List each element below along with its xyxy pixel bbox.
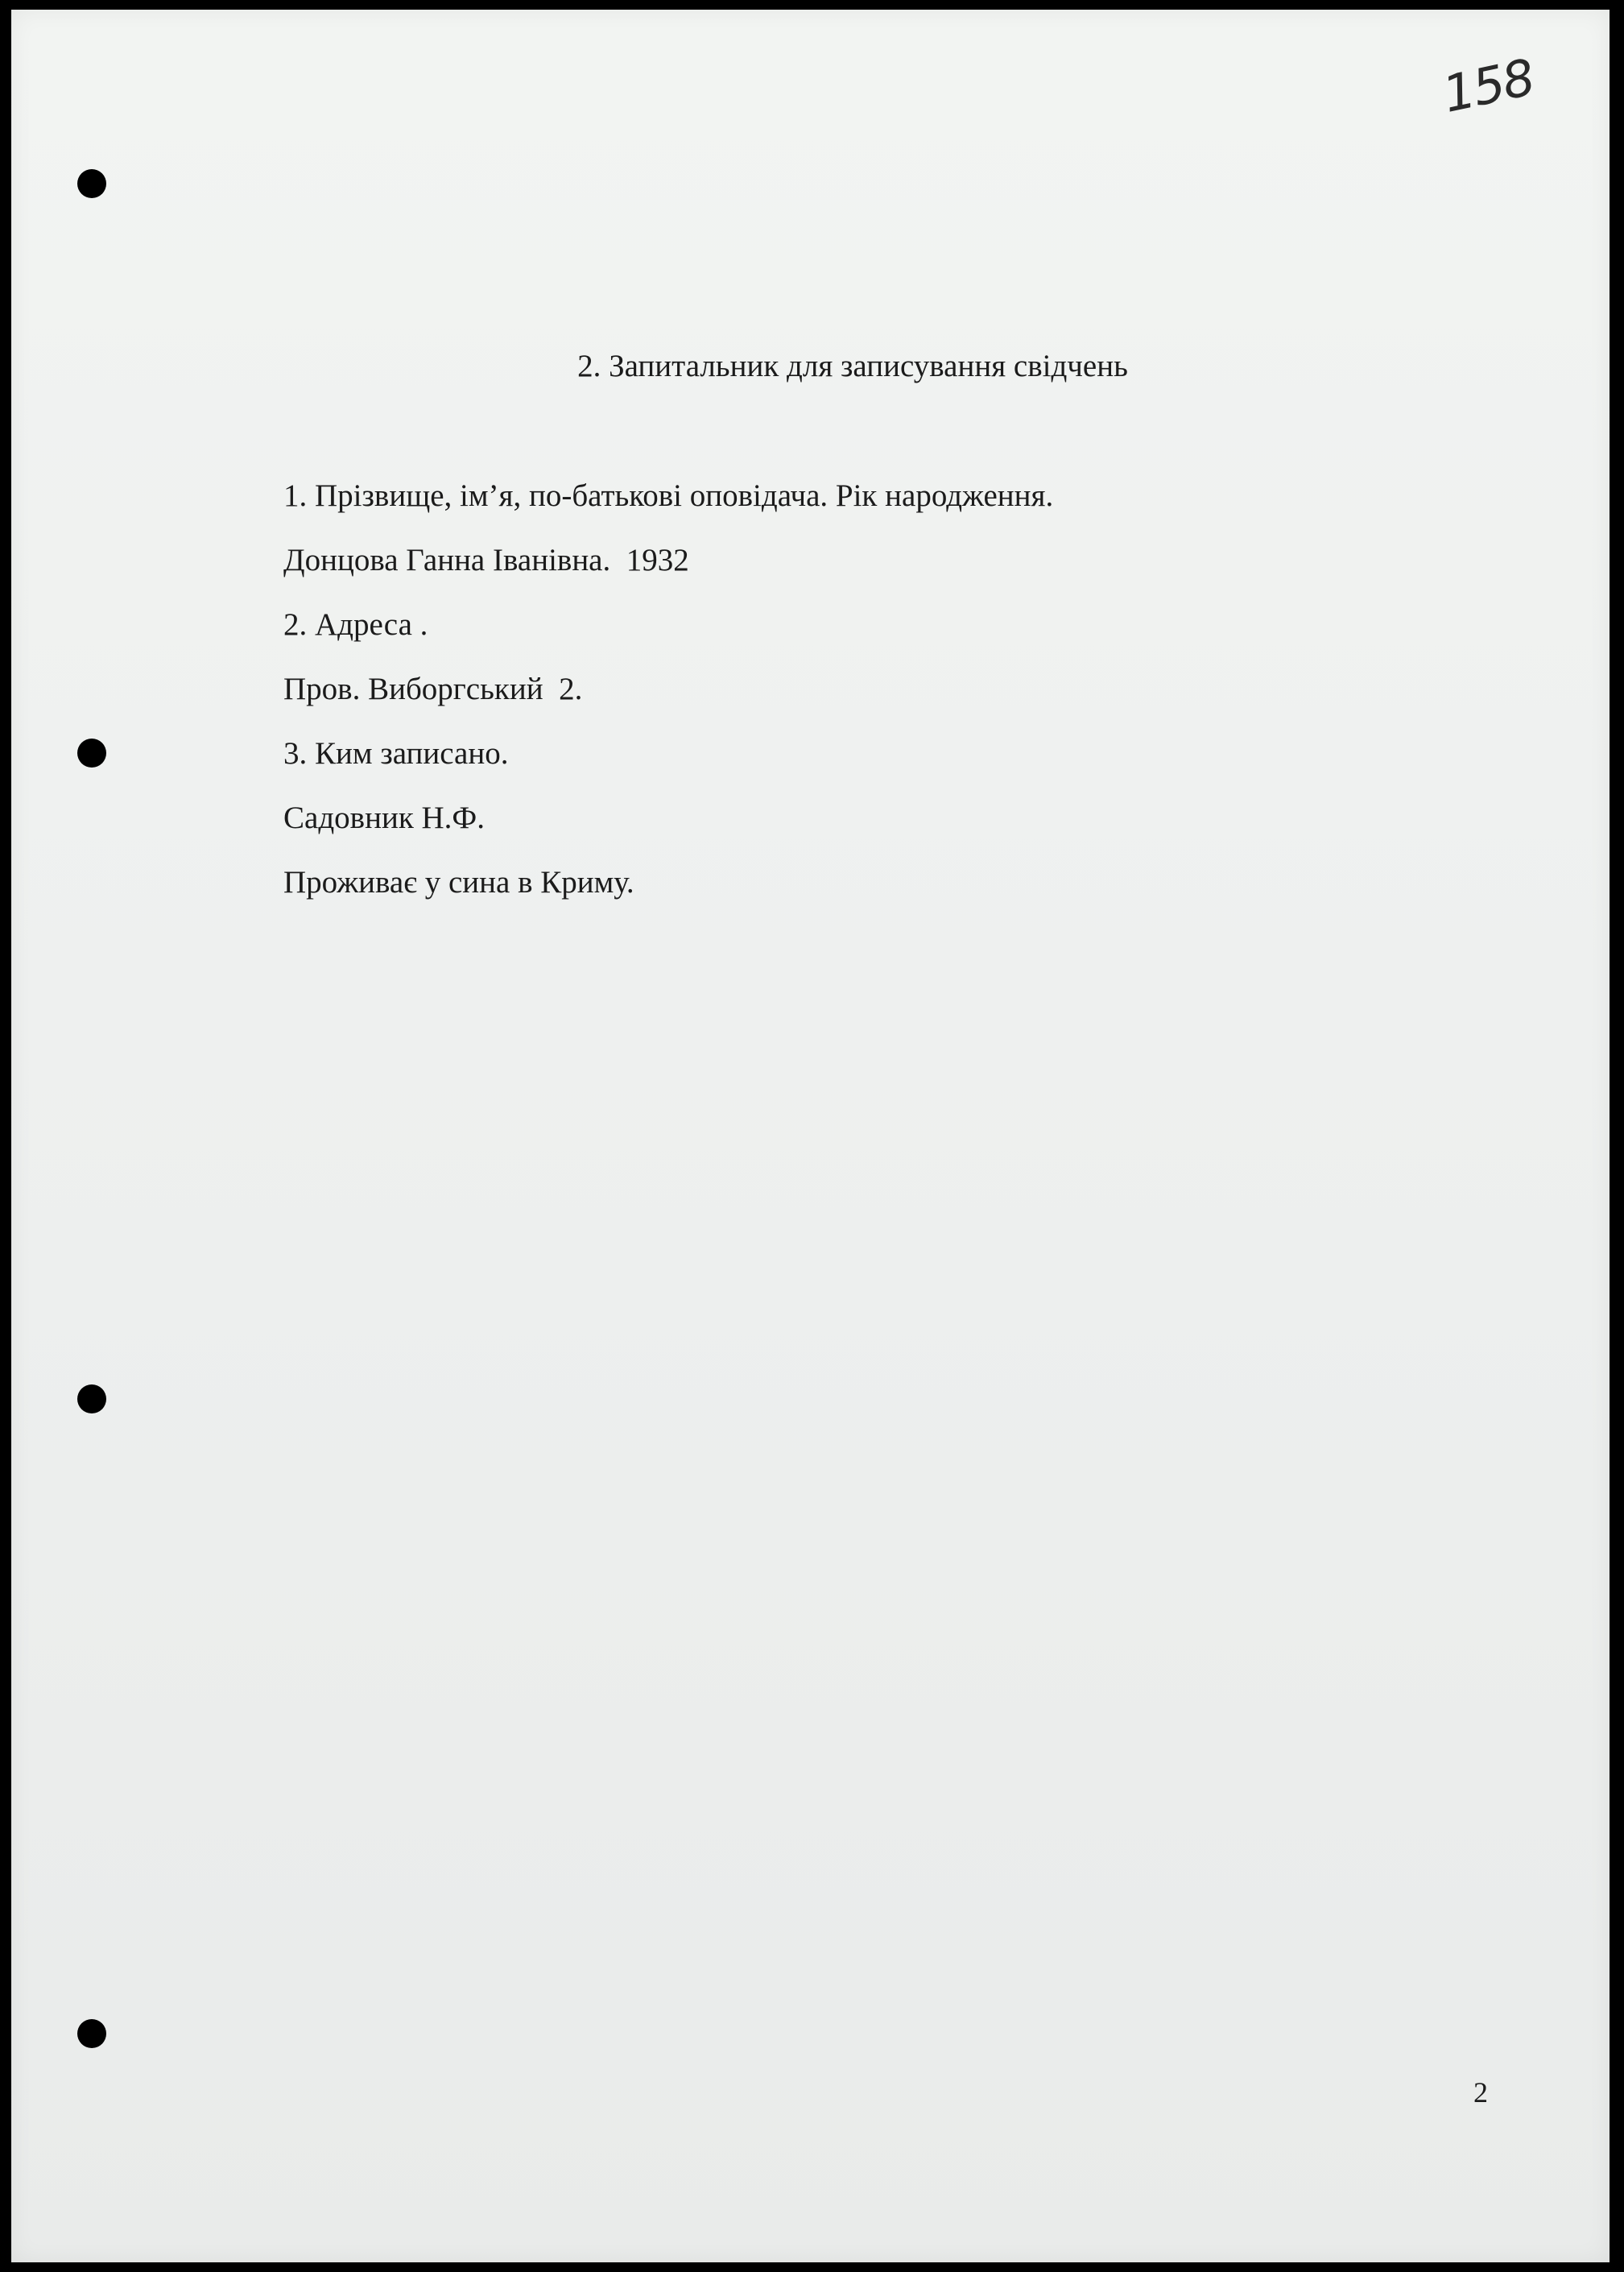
question-1-line: 1. Прізвище, ім’я, по-батькові оповідача. Рік народження. [283,478,1054,513]
handwritten-page-annotation: 158 [1437,48,1539,124]
document-page [11,10,1610,2262]
question-2-line: 2. Адреса . [283,607,428,642]
document-body [283,478,1053,929]
answer-3-line: Садовник Н.Ф. [283,801,485,835]
question-3-line: 3. Ким записано. [283,736,509,771]
binder-hole-2 [77,739,106,768]
page-number: 2 [1473,2076,1488,2109]
note-line: Проживає у сина в Криму. [283,865,634,900]
answer-1-line: Донцова Ганна Іванівна. 1932 [283,543,689,577]
binder-hole-4 [77,2019,106,2048]
document-title: 2. Запитальник для записування свідчень [577,349,1128,383]
binder-hole-1 [77,169,106,198]
answer-2-line: Пров. Виборгський 2. [283,672,583,706]
binder-hole-3 [77,1384,106,1413]
